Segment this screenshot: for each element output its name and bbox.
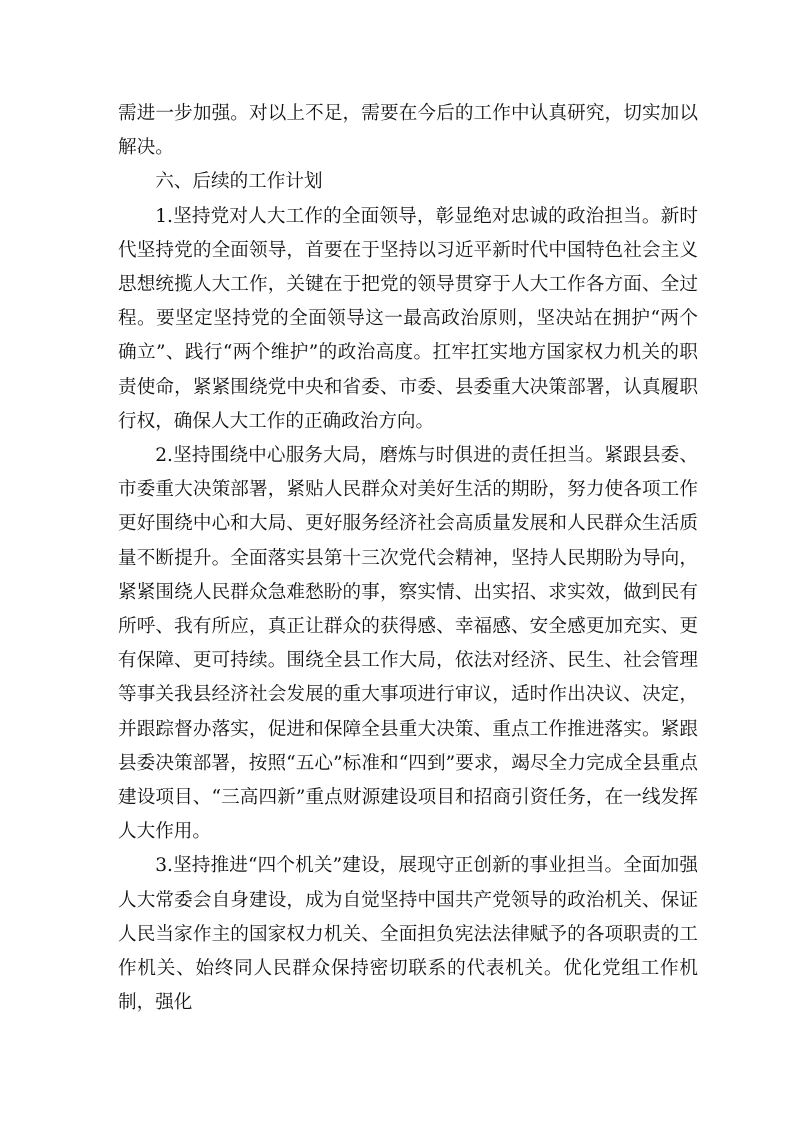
section-heading-work-plan: 六、后续的工作计划 [155,171,323,193]
paragraph-plan-item-2: 2.坚持围绕中心服务大局，磨炼与时俱进的责任担当。紧跟县委、市委重大决策部署，紧贴人民群众对美好生活的期盼，努力使各项工作更好围绕中心和大局、更好服务经济社会高质量发展和人民群众生活质量不断提升。全面落实县第十三次党代会精神，坚持人民期盼为导向，紧紧围绕人民群众急难愁盼的事，察实情、出实招、求实效，做到民有所呼、我有所应，真正让群众的获得感、幸福感、安全感更加充实、更有保障、更可持续。围绕全县工作大局，依法对经济、民生、社会管理等事关我县经济社会发展的重大事项进行审议，适时作出决议、决定，并跟踪督办落实，促进和保障全县重大决策、重点工作推进落实。紧跟县委决策部署，按照“五心”标准和“四到”要求，竭尽全力完成全县重点建设项目、“三高四新”重点财源建设项目和招商引资任务，在一线发挥人大作用。 [118,445,698,843]
paragraph-plan-item-3: 3.坚持推进“四个机关”建设，展现守正创新的事业担当。全面加强人大常委会自身建设，成为自觉坚持中国共产党领导的政治机关、保证人民当家作主的国家权力机关、全面担负宪法法律赋予的各项职责的工作机关、始终同人民群众保持密切联系的代表机关。优化党组工作机制，强化 [118,855,698,1014]
document-body [118,97,698,1020]
paragraph-intro-continuation: 需进一步加强。对以上不足，需要在今后的工作中认真研究，切实加以解决。 [118,103,698,159]
paragraph-plan-item-1: 1.坚持党对人大工作的全面领导，彰显绝对忠诚的政治担当。新时代坚持党的全面领导，首要在于坚持以习近平新时代中国特色社会主义思想统揽人大工作，关键在于把党的领导贯穿于人大工作各方面、全过程。要坚定坚持党的全面领导这一最高政治原则，坚决站在拥护“两个确立”、践行“两个维护”的政治高度。扛牢扛实地方国家权力机关的职责使命，紧紧围绕党中央和省委、市委、县委重大决策部署，认真履职行权，确保人大工作的正确政治方向。 [118,205,698,432]
